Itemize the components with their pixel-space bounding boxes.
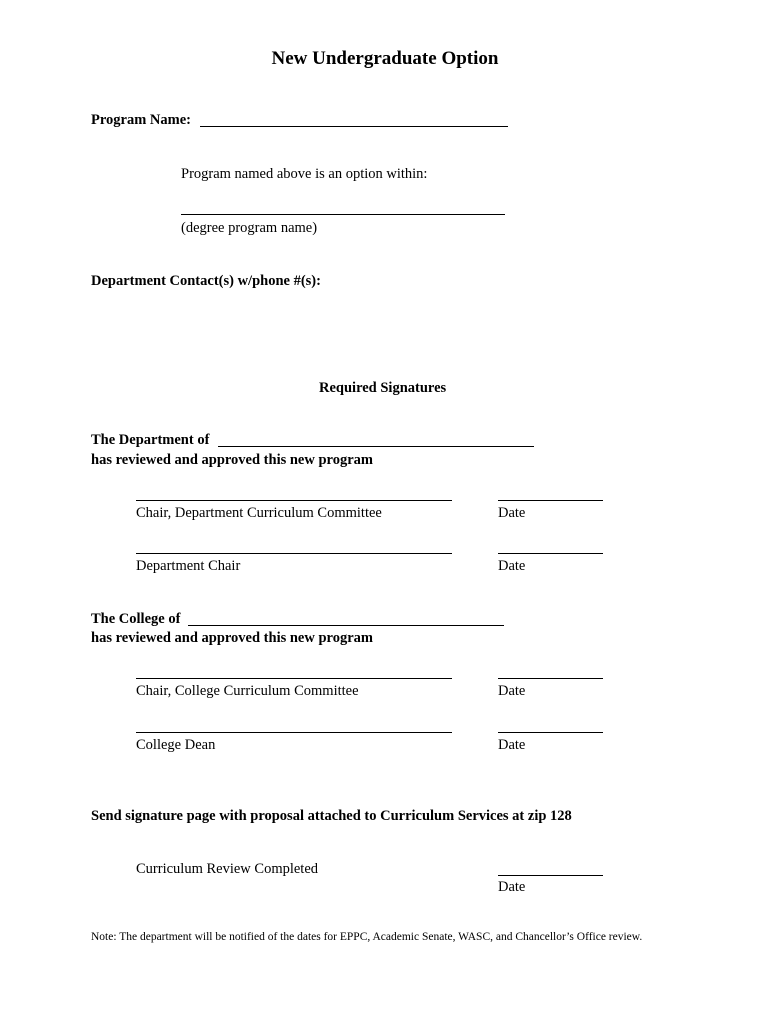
date-label: Date — [498, 505, 526, 521]
date-line[interactable] — [498, 732, 603, 733]
option-within-text: Program named above is an option within: — [181, 166, 428, 182]
signature-line[interactable] — [136, 500, 452, 501]
department-of-label: The Department of — [91, 432, 210, 448]
signature-role-label: Chair, Department Curriculum Committee — [136, 505, 382, 521]
degree-program-caption: (degree program name) — [181, 220, 318, 236]
signature-role-label: College Dean — [136, 737, 216, 753]
required-signatures-heading: Required Signatures — [319, 380, 447, 396]
signature-role-label: Department Chair — [136, 558, 241, 574]
date-line[interactable] — [498, 678, 603, 679]
date-line[interactable] — [498, 875, 603, 876]
date-line[interactable] — [498, 500, 603, 501]
college-of-label: The College of — [91, 611, 181, 627]
department-approval-text: has reviewed and approved this new program — [91, 452, 373, 468]
footnote: Note: The department will be notified of the dates for EPPC, Academic Senate, WASC, and Chancellor’s Office review. — [91, 931, 643, 943]
page-title: New Undergraduate Option — [271, 48, 499, 69]
signature-role-label: Chair, College Curriculum Committee — [136, 683, 359, 699]
curriculum-review-label: Curriculum Review Completed — [136, 861, 319, 877]
signature-line[interactable] — [136, 732, 452, 733]
date-line[interactable] — [498, 553, 603, 554]
date-label: Date — [498, 683, 526, 699]
program-name-field-line[interactable] — [200, 126, 508, 127]
degree-program-field-line[interactable] — [181, 214, 505, 215]
date-label: Date — [498, 879, 526, 895]
department-name-field-line[interactable] — [218, 446, 534, 447]
send-instruction: Send signature page with proposal attached to Curriculum Services at zip 128 — [91, 808, 572, 824]
program-name-label: Program Name: — [91, 112, 191, 128]
date-label: Date — [498, 737, 526, 753]
department-contact-label: Department Contact(s) w/phone #(s): — [91, 273, 321, 289]
college-approval-text: has reviewed and approved this new program — [91, 630, 373, 646]
date-label: Date — [498, 558, 526, 574]
college-name-field-line[interactable] — [188, 625, 504, 626]
signature-line[interactable] — [136, 678, 452, 679]
signature-line[interactable] — [136, 553, 452, 554]
